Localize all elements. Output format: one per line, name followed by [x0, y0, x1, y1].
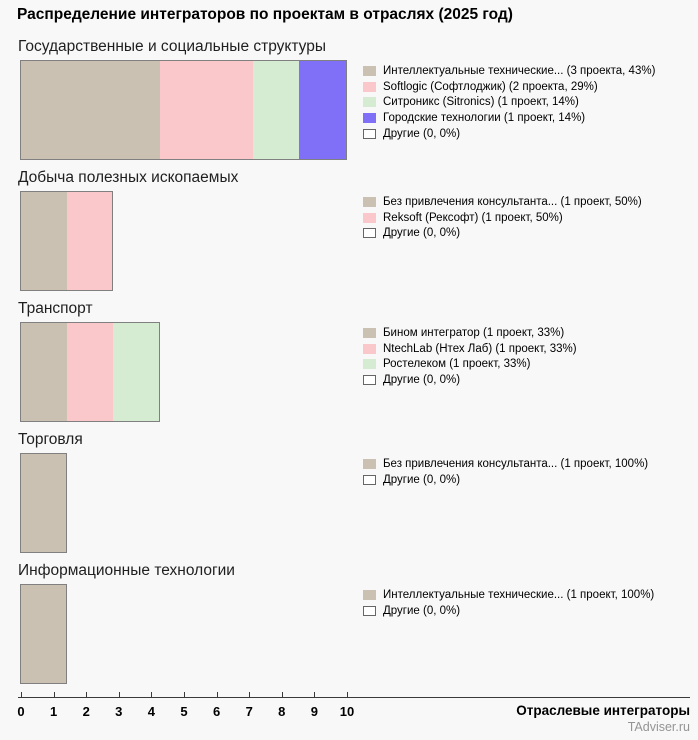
- axis-tick-label: 7: [245, 704, 253, 719]
- legend-swatch: [363, 66, 376, 76]
- legend-label: Softlogic (Софтлоджик) (2 проекта, 29%): [383, 80, 598, 93]
- legend-row: [363, 603, 654, 619]
- legend-row: [363, 126, 655, 142]
- legend-swatch: [363, 97, 376, 107]
- legend-swatch: [363, 590, 376, 600]
- axis-tick-label: 10: [339, 704, 355, 719]
- legend-row: [363, 194, 642, 210]
- legend-swatch: [363, 359, 376, 369]
- legend-label: Другие (0, 0%): [383, 374, 461, 387]
- legend-row: [363, 226, 642, 242]
- axis-tick: [217, 692, 218, 697]
- legend-row: [363, 456, 648, 472]
- axis-tick-label: 8: [278, 704, 286, 719]
- bar-segment: [67, 192, 113, 290]
- industry-title: Информационные технологии: [18, 562, 235, 579]
- industry-title: Государственные и социальные структуры: [18, 38, 326, 55]
- axis-tick-label: 2: [82, 704, 90, 719]
- axis-tick-label: 6: [212, 704, 221, 719]
- legend-swatch: [363, 475, 376, 485]
- legend-swatch: [363, 375, 376, 385]
- industry-section: [0, 169, 698, 300]
- legend-label: Городские технологии (1 проект, 14%): [383, 112, 586, 125]
- bar-segment: [21, 61, 160, 159]
- legend: [363, 456, 648, 488]
- industry-title: Транспорт: [18, 300, 93, 317]
- axis-tick: [282, 692, 283, 697]
- watermark-tadviser: TAdviser.ru: [627, 720, 690, 734]
- axis-tick: [347, 692, 348, 697]
- bar-segment: [21, 454, 66, 552]
- stacked-bar: [20, 191, 113, 291]
- bar-segment: [113, 323, 159, 421]
- legend-label: Без привлечения консультанта... (1 проект, 100%): [383, 457, 649, 470]
- legend-swatch: [363, 606, 376, 616]
- industry-section: [0, 431, 698, 562]
- x-axis-label: Отраслевые интеграторы: [516, 703, 690, 718]
- legend-row: [363, 95, 655, 111]
- legend-swatch: [363, 82, 376, 92]
- legend-label: Интеллектуальные технические... (3 проекта, 43%): [383, 64, 656, 77]
- axis-tick-label: 1: [49, 704, 58, 719]
- bar-segment: [160, 61, 253, 159]
- stacked-bar: [20, 60, 347, 160]
- axis-tick: [184, 692, 185, 697]
- x-axis-line: [18, 697, 690, 698]
- axis-tick: [151, 692, 152, 697]
- legend-swatch: [363, 459, 376, 469]
- legend-label: Другие (0, 0%): [383, 473, 461, 486]
- axis-tick: [314, 692, 315, 697]
- axis-tick-label: 5: [180, 704, 188, 719]
- legend-label: NtechLab (Нтех Лаб) (1 проект, 33%): [383, 342, 577, 355]
- legend-row: [363, 63, 655, 79]
- legend-swatch: [363, 113, 376, 123]
- legend-label: Другие (0, 0%): [383, 604, 461, 617]
- stacked-bar: [20, 322, 160, 422]
- legend-label: Интеллектуальные технические... (1 проект, 100%): [383, 588, 655, 601]
- bar-segment: [21, 585, 66, 683]
- bar-segment: [67, 323, 113, 421]
- legend-row: [363, 79, 655, 95]
- axis-tick-label: 4: [147, 704, 156, 719]
- legend-label: Ростелеком (1 проект, 33%): [383, 358, 531, 371]
- axis-tick-label: 0: [17, 704, 25, 719]
- legend-swatch: [363, 328, 376, 338]
- bar-segment: [21, 323, 67, 421]
- stacked-bar: [20, 584, 67, 684]
- axis-tick: [86, 692, 87, 697]
- legend-row: [363, 210, 642, 226]
- stacked-bar: [20, 453, 67, 553]
- legend-row: [363, 472, 648, 488]
- legend-swatch: [363, 197, 376, 207]
- axis-tick: [249, 692, 250, 697]
- legend-label: Бином интегратор (1 проект, 33%): [383, 326, 565, 339]
- industry-section: [0, 300, 698, 431]
- industry-section: [0, 562, 698, 693]
- legend-swatch: [363, 228, 376, 238]
- legend-label: Без привлечения консультанта... (1 проект, 50%): [383, 195, 642, 208]
- bar-segment: [21, 192, 67, 290]
- legend-swatch: [363, 213, 376, 223]
- legend-row: [363, 325, 577, 341]
- industry-section: [0, 38, 698, 169]
- legend-label: Reksoft (Рексофт) (1 проект, 50%): [383, 211, 563, 224]
- industry-title: Добыча полезных ископаемых: [18, 169, 239, 186]
- axis-tick: [54, 692, 55, 697]
- legend-row: [363, 110, 655, 126]
- legend-label: Ситроникс (Sitronics) (1 проект, 14%): [383, 96, 579, 109]
- legend: [363, 325, 577, 388]
- legend: [363, 194, 642, 241]
- legend-swatch: [363, 129, 376, 139]
- legend-row: [363, 587, 654, 603]
- legend-row: [363, 341, 577, 357]
- axis-tick: [21, 692, 22, 697]
- axis-tick-label: 9: [310, 704, 319, 719]
- legend-swatch: [363, 344, 376, 354]
- bar-segment: [253, 61, 299, 159]
- legend-row: [363, 357, 577, 373]
- legend-label: Другие (0, 0%): [383, 227, 461, 240]
- axis-tick: [119, 692, 120, 697]
- legend: [363, 587, 654, 619]
- chart-title: Распределение интеграторов по проектам в отраслях (2025 год): [17, 6, 513, 23]
- legend-label: Другие (0, 0%): [383, 128, 461, 141]
- legend: [363, 63, 655, 142]
- legend-row: [363, 372, 577, 388]
- bar-segment: [299, 61, 345, 159]
- industry-title: Торговля: [18, 431, 83, 448]
- axis-tick-label: 3: [115, 704, 123, 719]
